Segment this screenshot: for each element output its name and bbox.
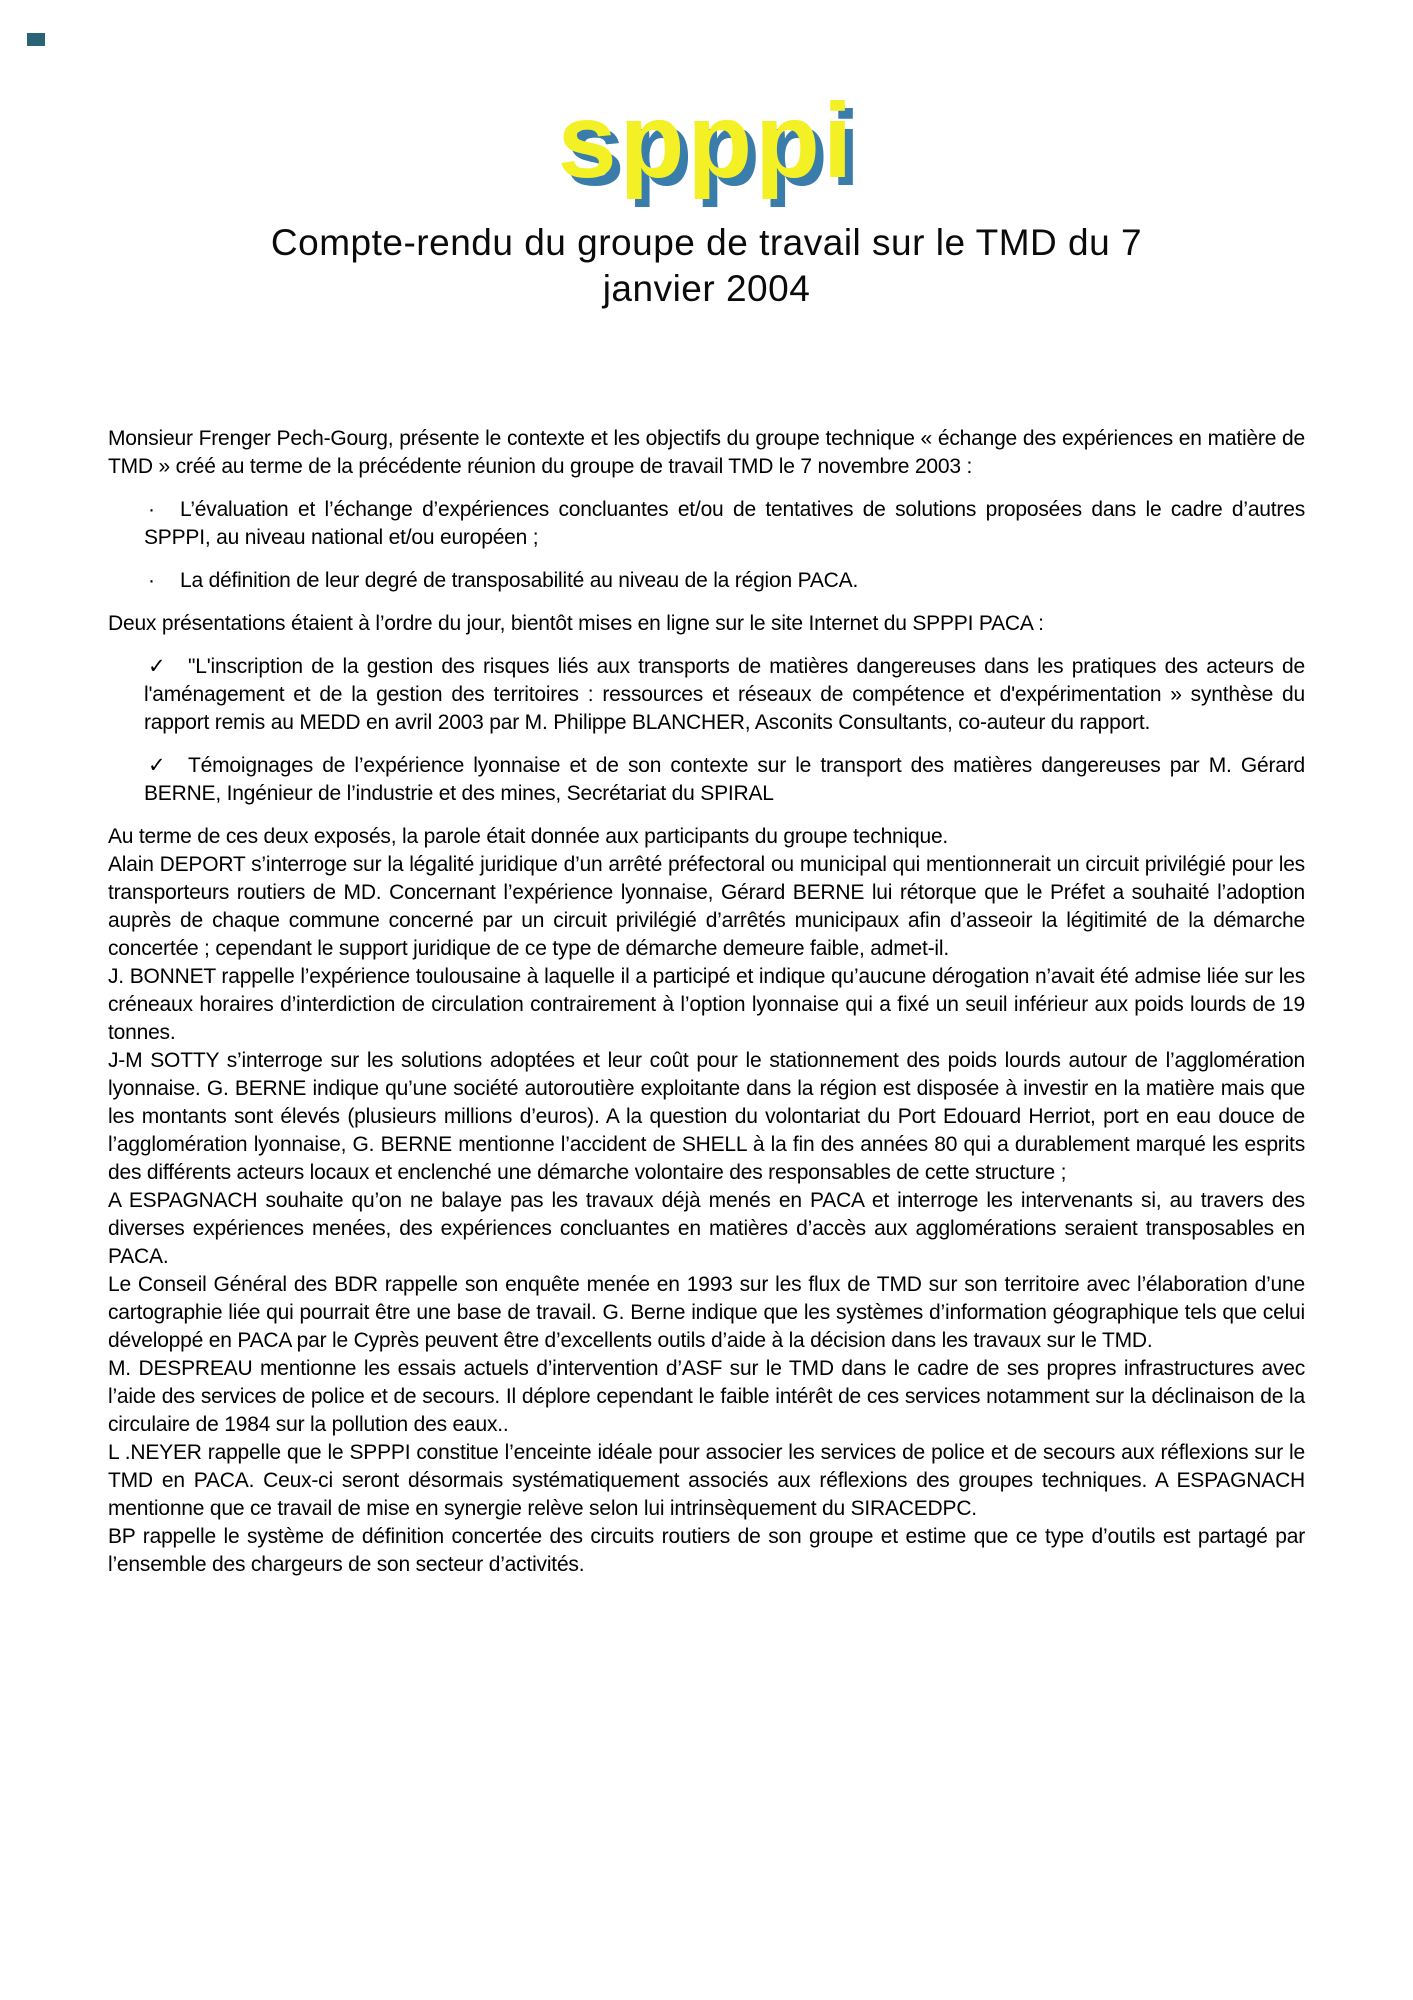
corner-mark	[27, 33, 45, 46]
bullet-dot-icon: ·	[148, 568, 155, 592]
paragraph: J-M SOTTY s’interroge sur les solutions adoptées et leur coût pour le stationnement des poids lourds autour de l’agglomération lyonnaise. G. BERNE indique qu’une société autoroutière exploitante dans la région est disposée à investir en la matière mais que les montants sont élevés (plusieurs millions d’euros). A la question du volontariat du Port Edouard Herriot, port en eau douce de l’agglomération lyonnaise, G. BERNE mentionne l’accident de SHELL à la fin des années 80 qui a durablement marqué les esprits des différents acteurs locaux et enclenché une démarche volontaire des responsables de cette structure ;	[108, 1048, 1305, 1184]
page-title-line2: janvier 2004	[602, 268, 811, 310]
spppi-logo: spppi	[557, 82, 856, 200]
paragraph: BP rappelle le système de définition concertée des circuits routiers de son groupe et estime que ce type d’outils est partagé par l’ensemble des chargeurs de son secteur d’activités.	[108, 1524, 1305, 1576]
paragraph: J. BONNET rappelle l’expérience toulousaine à laquelle il a participé et indique qu’aucune dérogation n’avait été admise liée sur les créneaux horaires d’interdiction de circulation contrairement à l’option lyonnaise qui a fixé un seuil inférieur aux poids lourds de 19 tonnes.	[108, 964, 1305, 1044]
paragraph: Deux présentations étaient à l’ordre du jour, bientôt mises en ligne sur le site Internet du SPPPI PACA :	[108, 611, 1044, 635]
paragraph: Le Conseil Général des BDR rappelle son enquête menée en 1993 sur les flux de TMD sur son territoire avec l’élaboration d’une cartographie liée qui pourrait être une base de travail. G. Berne indique que les systèmes d’information géographique tels que celui développé en PACA par le Cyprès peuvent être d’excellents outils d’aide à la décision dans les travaux sur le TMD.	[108, 1272, 1305, 1352]
checkmark-icon: ✓	[148, 654, 166, 678]
paragraph: A ESPAGNACH souhaite qu’on ne balaye pas les travaux déjà menés en PACA et interroge les intervenants si, au travers des diverses expériences menées, des expériences concluantes en matières d’accès aux agglomérations seraient transposables en PACA.	[108, 1188, 1305, 1268]
list-item	[144, 653, 1305, 737]
page-title	[108, 220, 1305, 313]
list-item-text: La définition de leur degré de transposabilité au niveau de la région PACA.	[180, 568, 859, 592]
page-title-line1: Compte-rendu du groupe de travail sur le TMD du 7	[270, 222, 1143, 263]
bullet-dot-icon: ·	[148, 497, 155, 521]
paragraph: Alain DEPORT s’interroge sur la légalité juridique d’un arrêté préfectoral ou municipal qui mentionnerait un circuit privilégié pour les transporteurs routiers de MD. Concernant l’expérience lyonnaise, Gérard BERNE lui rétorque que le Préfet a souhaité l’adoption auprès de chaque commune concerné par un circuit privilégié d’arrêtés municipaux afin d’asseoir la légitimité de la démarche concertée ; cependant le support juridique de ce type de démarche demeure faible, admet-il.	[108, 852, 1305, 960]
paragraph: M. DESPREAU mentionne les essais actuels d’intervention d’ASF sur le TMD dans le cadre de ses propres infrastructures avec l’aide des services de police et de secours. Il déplore cependant le faible intérêt de ces services notamment sur la déclinaison de la circulaire de 1984 sur la pollution des eaux..	[108, 1356, 1305, 1436]
list-item	[144, 567, 1305, 595]
checkmark-icon: ✓	[148, 753, 166, 777]
list-item	[144, 496, 1305, 552]
document-body	[108, 425, 1305, 1579]
list-item-text: L’évaluation et l’échange d’expériences concluantes et/ou de tentatives de solutions proposées dans le cadre d’autres SPPPI, au niveau national et/ou européen ;	[144, 497, 1305, 549]
list-item	[144, 752, 1305, 808]
list-item-text: Témoignages de l’expérience lyonnaise et de son contexte sur le transport des matières dangereuses par M. Gérard BERNE, Ingénieur de l’industrie et des mines, Secrétariat du SPIRAL	[144, 753, 1305, 805]
paragraph: L .NEYER rappelle que le SPPPI constitue l’enceinte idéale pour associer les services de police et de secours aux réflexions sur le TMD en PACA. Ceux-ci seront désormais systématiquement associés aux réflexions des groupes techniques. A ESPAGNACH mentionne que ce travail de mise en synergie relève selon lui intrinsèquement du SIRACEDPC.	[108, 1440, 1305, 1520]
paragraph: Monsieur Frenger Pech-Gourg, présente le contexte et les objectifs du groupe technique « échange des expériences en matière de TMD » créé au terme de la précédente réunion du groupe de travail TMD le 7 novembre 2003 :	[108, 426, 1305, 478]
paragraph: Au terme de ces deux exposés, la parole était donnée aux participants du groupe technique.	[108, 824, 949, 848]
list-item-text: "L'inscription de la gestion des risques liés aux transports de matières dangereuses dans les pratiques des acteurs de l'aménagement et de la gestion des territoires : ressources et réseaux de compétence et d'expérimentation » synthèse du rapport remis au MEDD en avril 2003 par M. Philippe BLANCHER, Asconits Consultants, co-auteur du rapport.	[144, 654, 1305, 734]
